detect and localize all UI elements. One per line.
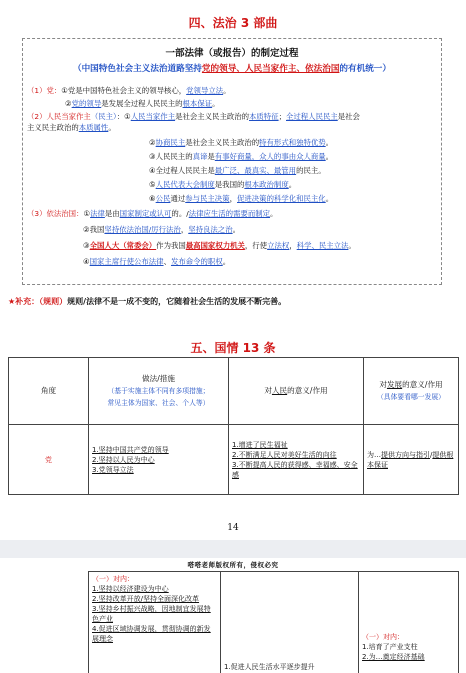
law-line-3: ③全国人大（常委会）作为我国最高国家权力机关，行使立法权，科学、民主立法。 [83, 241, 356, 250]
law-line-2: ②我国坚持依法治国/厉行法治，坚持良法之治。 [83, 225, 240, 234]
cell-people-meaning: 1.增进了民生福祉 2.不断满足人民对美好生活的向往 3.不断提高人民的获得感、幸福感、安全感 [229, 425, 364, 495]
people-line-3: ③人民民主的真谛是有事好商量，众人的事由众人商量。 [149, 152, 334, 161]
people-line-6: ⑥公民通过参与民主决策，促进决策的科学化和民主化。 [149, 194, 334, 203]
people-line-4: ④全过程人民民主是最广泛、最真实、最管用的民主。 [149, 166, 326, 175]
party-line-2: ②党的领导是发展全过程人民民主的根本保证。 [65, 99, 220, 108]
header-angle: 角度 [9, 358, 89, 425]
people-line-1: （2）人民当家作主（民主）：①人民当家作主是社会主义民主政治的本质特征；全过程人民民主是社会 [27, 112, 360, 121]
page-gap [0, 540, 466, 558]
cell-methods-next: （一）对内： 1.坚持以经济建设为中心 2.坚持改革开放/坚持全面深化改革 3.坚持乡村振兴战略，因地制宜发展特色产业 4.促进区域协调发展，贯彻协调的新发展理念 [89, 572, 221, 673]
table-row [89, 572, 459, 673]
principle-line: （中国特色社会主义法治道路坚持党的领导、人民当家作主、依法治国的有机统一） [72, 64, 391, 74]
header-people-meaning: 对人民的意义/作用 [229, 358, 364, 425]
cell-development-meaning: 为…提供方向与指引/提供根本保证 [364, 425, 459, 495]
table-header-row [9, 358, 459, 425]
lawmaking-process-box [22, 38, 442, 285]
next-page-table [88, 571, 459, 673]
header-method: 做法/措施 （基于实施主体不同有多项措施； 常见主体为国家、社会、个人等） [89, 358, 229, 425]
page-number: 14 [227, 523, 239, 533]
law-line-4: ④国家主席行使公布法律、发布命令的职权。 [83, 257, 231, 266]
table-row [9, 425, 459, 495]
header-development-meaning: 对发展的意义/作用 （具体要看哪一发展） [364, 358, 459, 425]
cell-methods: 1.坚持中国共产党的领导 2.坚持以人民为中心 3.党领导立法 [89, 425, 229, 495]
people-line-5: ⑤人民代表大会制度是我国的根本政治制度。 [149, 180, 297, 189]
cell-development-next: （一）对内： 1.培育了产业支柱 2.为…奠定经济基础 [359, 572, 459, 673]
section-title-national-conditions: 五、国情 13 条 [190, 341, 276, 355]
supplement-note: ★补充：（规则）规则/法律不是一成不变的，它随着社会生活的发展不断完善。 [8, 297, 287, 306]
people-line-2: ②协商民主是社会主义民主政治的特有形式和独特优势。 [149, 138, 334, 147]
national-conditions-table [8, 357, 459, 495]
box-title: 一部法律（或报告）的制定过程 [165, 48, 299, 59]
copyright-watermark: 嗒嗒老师版权所有，侵权必究 [187, 561, 279, 569]
cell-angle-party: 党 [9, 425, 89, 495]
party-line-1: （1）党：①党是中国特色社会主义的领导核心，党领导立法。 [27, 86, 231, 95]
law-line-1: （3）依法治国：①法律是由国家制定或认可的。/法律应生活的需要而制定。 [27, 209, 278, 218]
cell-people-next: 1.促进人民生活水平逐步提升 [221, 572, 359, 673]
people-line-1-cont: 主义民主政治的本质属性。 [27, 123, 116, 132]
section-title-rule-of-law: 四、法治 3 部曲 [188, 16, 278, 30]
